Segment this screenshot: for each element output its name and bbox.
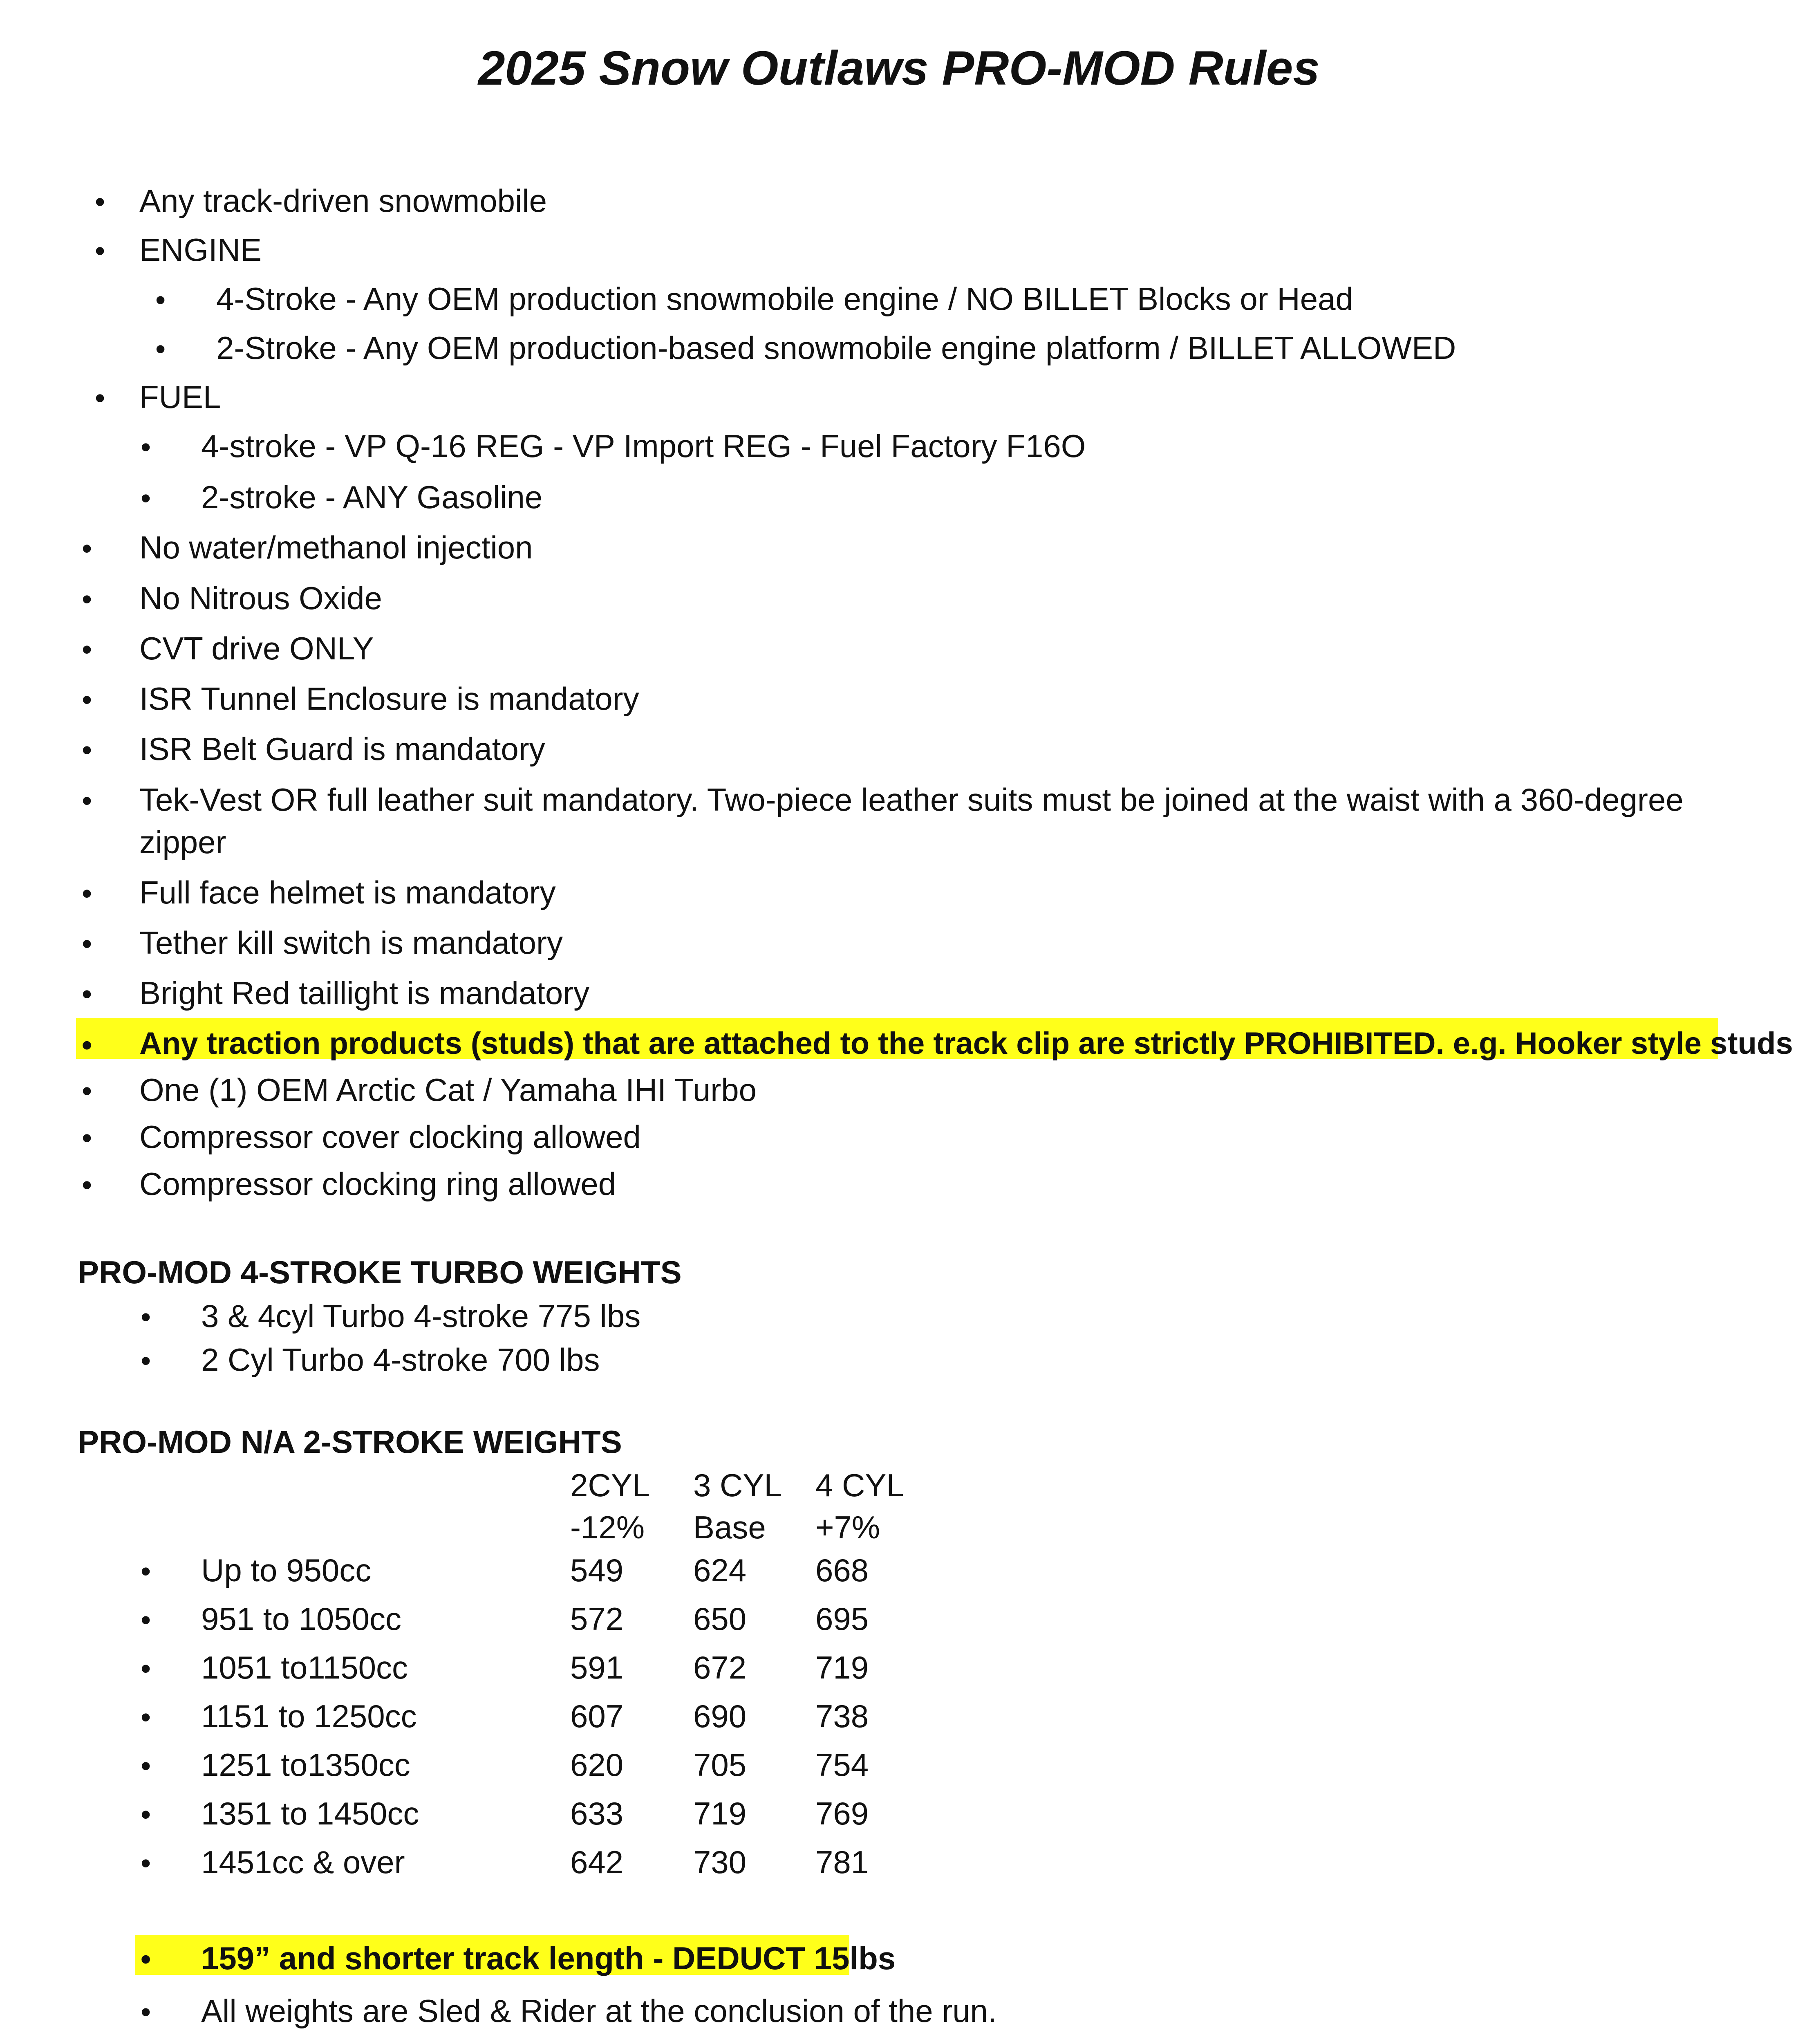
bullet: • xyxy=(141,1701,151,1734)
turbo-weight-item: 2 Cyl Turbo 4-stroke 700 lbs xyxy=(201,1342,600,1378)
bullet: • xyxy=(95,235,105,267)
weight-3cyl: 672 xyxy=(693,1650,747,1685)
rule-item: Compressor clocking ring allowed xyxy=(139,1166,616,1202)
weight-3cyl: 650 xyxy=(693,1601,747,1637)
bullet: • xyxy=(141,1996,151,2028)
bullet: • xyxy=(82,1029,92,1062)
bullet: • xyxy=(141,1301,151,1334)
weight-4cyl: 738 xyxy=(815,1698,869,1734)
bullet: • xyxy=(82,928,92,960)
section-heading-turbo: PRO-MOD 4-STROKE TURBO WEIGHTS xyxy=(78,1254,682,1290)
weight-3cyl: 730 xyxy=(693,1844,747,1880)
rule-item: ENGINE xyxy=(139,232,262,268)
weight-2cyl: 620 xyxy=(570,1747,624,1783)
bullet: • xyxy=(141,1943,151,1976)
weight-row-label: 1251 to1350cc xyxy=(201,1747,410,1783)
bullet: • xyxy=(95,186,105,218)
weight-3cyl: 705 xyxy=(693,1747,747,1783)
bullet: • xyxy=(82,978,92,1011)
rule-item: ISR Tunnel Enclosure is mandatory xyxy=(139,681,639,717)
weight-2cyl: 607 xyxy=(570,1698,624,1734)
weight-row-label: 951 to 1050cc xyxy=(201,1601,402,1637)
bullet: • xyxy=(82,532,92,565)
section-heading-na: PRO-MOD N/A 2-STROKE WEIGHTS xyxy=(78,1424,622,1460)
rule-item: Compressor cover clocking allowed xyxy=(139,1119,641,1155)
weight-3cyl: 624 xyxy=(693,1552,747,1588)
col-header-4cyl: 4 CYL xyxy=(815,1467,904,1503)
bullet: • xyxy=(82,633,92,666)
rule-item: FUEL xyxy=(139,379,221,415)
weight-4cyl: 781 xyxy=(815,1844,869,1880)
col-sub-2cyl: -12% xyxy=(570,1509,645,1545)
note-item: All weights are Sled & Rider at the conclusion of the run. xyxy=(201,1993,997,2029)
rule-item: One (1) OEM Arctic Cat / Yamaha IHI Turbo xyxy=(139,1072,757,1108)
weight-2cyl: 572 xyxy=(570,1601,624,1637)
weight-3cyl: 690 xyxy=(693,1698,747,1734)
rule-item: ISR Belt Guard is mandatory xyxy=(139,731,545,767)
bullet: • xyxy=(141,1798,151,1831)
weight-row-label: 1151 to 1250cc xyxy=(201,1698,417,1734)
bullet: • xyxy=(95,382,105,415)
rule-item-continuation: zipper xyxy=(139,824,226,860)
rule-item: Any track-driven snowmobile xyxy=(139,183,547,219)
weight-2cyl: 642 xyxy=(570,1844,624,1880)
rule-item: Bright Red taillight is mandatory xyxy=(139,975,590,1011)
bullet: • xyxy=(82,1075,92,1107)
track-length-deduction: 159” and shorter track length - DEDUCT 15lbs xyxy=(201,1940,896,1976)
rule-subitem: 4-stroke - VP Q-16 REG - VP Import REG - Fuel Factory F16O xyxy=(201,428,1086,464)
bullet: • xyxy=(141,1555,151,1588)
col-sub-3cyl: Base xyxy=(693,1509,766,1545)
bullet: • xyxy=(82,684,92,716)
weight-row-label: Up to 950cc xyxy=(201,1552,372,1588)
weight-4cyl: 754 xyxy=(815,1747,869,1783)
bullet: • xyxy=(141,1847,151,1880)
weight-row-label: 1451cc & over xyxy=(201,1844,405,1880)
bullet: • xyxy=(82,1169,92,1201)
rule-subitem: 2-Stroke - Any OEM production-based snowmobile engine platform / BILLET ALLOWED xyxy=(216,330,1456,366)
bullet: • xyxy=(82,1122,92,1154)
weight-3cyl: 719 xyxy=(693,1795,747,1831)
bullet: • xyxy=(141,431,151,464)
rule-item: Full face helmet is mandatory xyxy=(139,874,556,910)
rule-subitem: 2-stroke - ANY Gasoline xyxy=(201,479,543,515)
rule-item: Tek-Vest OR full leather suit mandatory. Two-piece leather suits must be joined at the waist with a 360-degree xyxy=(139,782,1684,818)
rule-item-prohibited: Any traction products (studs) that are attached to the track clip are strictly PROHIBITED. e.g. Hooker style studs xyxy=(139,1026,1793,1061)
weight-row-label: 1051 to1150cc xyxy=(201,1650,408,1685)
weight-4cyl: 769 xyxy=(815,1795,869,1831)
rule-item: CVT drive ONLY xyxy=(139,630,374,666)
bullet: • xyxy=(141,482,151,515)
bullet: • xyxy=(141,1345,151,1377)
col-header-2cyl: 2CYL xyxy=(570,1467,650,1503)
col-header-3cyl: 3 CYL xyxy=(693,1467,782,1503)
bullet: • xyxy=(82,784,92,817)
weight-4cyl: 695 xyxy=(815,1601,869,1637)
weight-2cyl: 591 xyxy=(570,1650,624,1685)
bullet: • xyxy=(82,583,92,616)
bullet: • xyxy=(155,284,166,316)
weight-4cyl: 668 xyxy=(815,1552,869,1588)
rule-item: No Nitrous Oxide xyxy=(139,580,382,616)
turbo-weight-item: 3 & 4cyl Turbo 4-stroke 775 lbs xyxy=(201,1298,641,1334)
bullet: • xyxy=(141,1750,151,1782)
weight-2cyl: 549 xyxy=(570,1552,624,1588)
bullet: • xyxy=(82,877,92,910)
bullet: • xyxy=(155,333,166,365)
bullet: • xyxy=(141,1652,151,1685)
page-title: 2025 Snow Outlaws PRO-MOD Rules xyxy=(478,41,1320,95)
bullet: • xyxy=(82,734,92,766)
weight-2cyl: 633 xyxy=(570,1795,624,1831)
weight-4cyl: 719 xyxy=(815,1650,869,1685)
rule-item: No water/methanol injection xyxy=(139,529,533,565)
col-sub-4cyl: +7% xyxy=(815,1509,880,1545)
weight-row-label: 1351 to 1450cc xyxy=(201,1795,419,1831)
rule-subitem: 4-Stroke - Any OEM production snowmobile engine / NO BILLET Blocks or Head xyxy=(216,281,1353,317)
bullet: • xyxy=(141,1604,151,1636)
rule-item: Tether kill switch is mandatory xyxy=(139,925,563,961)
